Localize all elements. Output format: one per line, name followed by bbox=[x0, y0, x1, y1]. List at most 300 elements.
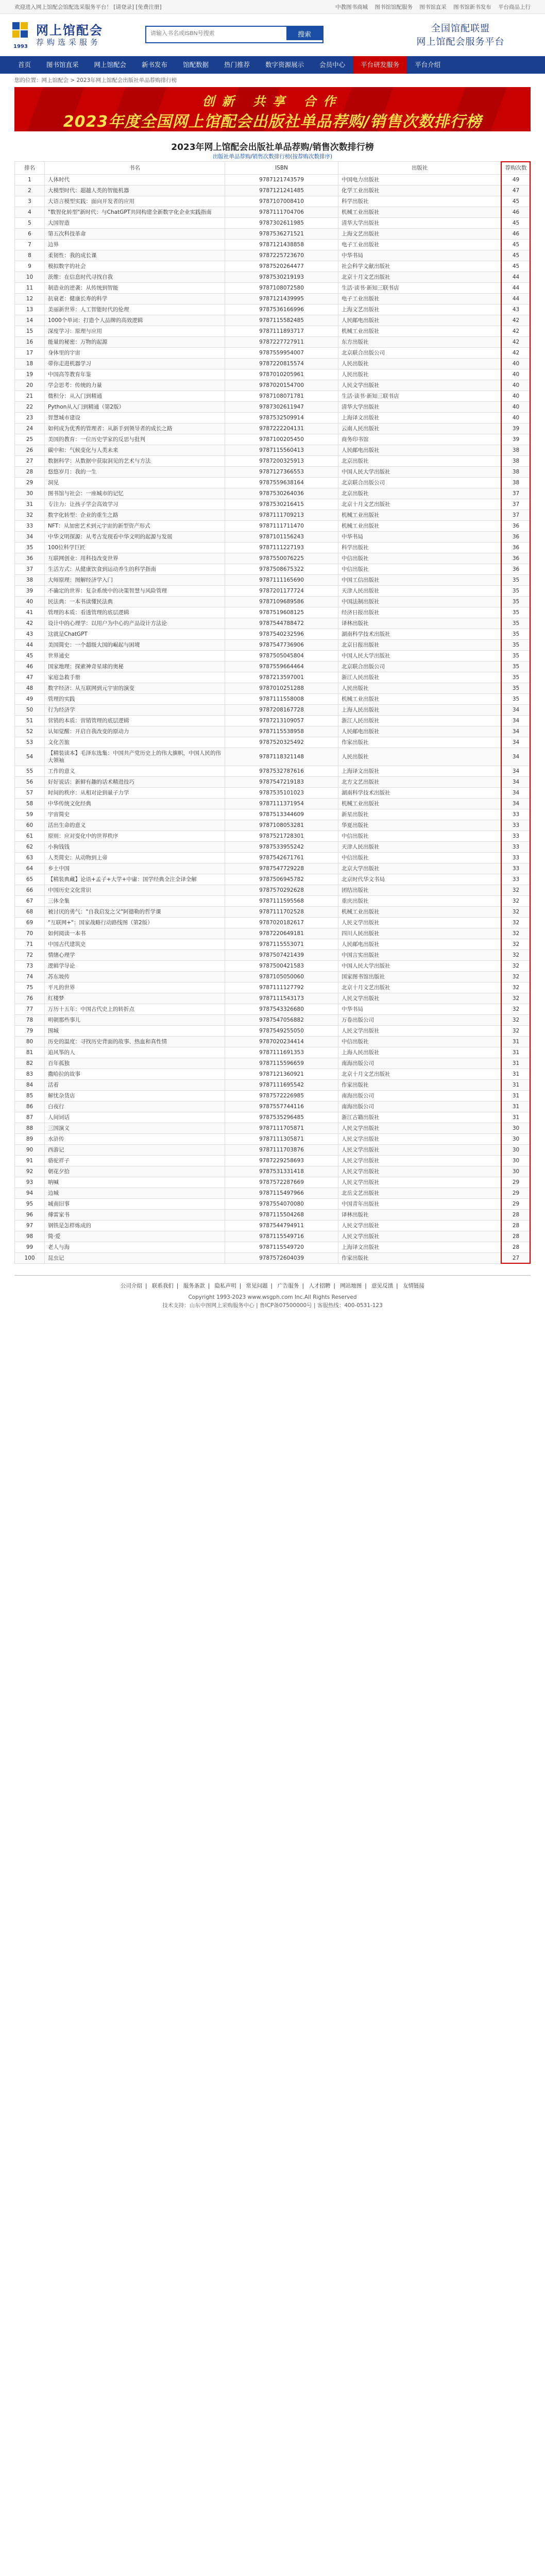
title-cell[interactable]: 简·爱 bbox=[45, 1231, 225, 1242]
table-row bbox=[15, 1047, 531, 1058]
title-cell[interactable]: 骆驼祥子 bbox=[45, 1156, 225, 1166]
title-cell[interactable]: 这就是ChatGPT bbox=[45, 629, 225, 640]
title-cell[interactable]: 好好说话：新鲜有趣的话术精进技巧 bbox=[45, 777, 225, 788]
title-cell[interactable]: Python从入门到精通（第2版） bbox=[45, 402, 225, 413]
title-cell[interactable]: 解忧杂货店 bbox=[45, 1091, 225, 1101]
page-title: 2023年网上馆配会出版社单品荐购/销售次数排行榜 bbox=[171, 142, 374, 152]
title-cell[interactable]: 三国演义 bbox=[45, 1123, 225, 1134]
isbn-cell: 9787536166996 bbox=[225, 304, 338, 315]
publisher-cell: 北京十月文艺出版社 bbox=[338, 982, 501, 993]
rank-cell: 65 bbox=[15, 874, 45, 885]
col-header-count: 荐购次数 bbox=[501, 162, 531, 175]
isbn-cell: 9787570292628 bbox=[225, 885, 338, 896]
title-cell[interactable]: 时间的秩序：从相对论到量子力学 bbox=[45, 788, 225, 799]
title-cell[interactable]: 美国的教育：一位历史学家的反思与批判 bbox=[45, 434, 225, 445]
title-cell[interactable]: 活着 bbox=[45, 1080, 225, 1091]
isbn-cell: 9787111543173 bbox=[225, 993, 338, 1004]
publisher-cell: 北岳文艺出版社 bbox=[338, 1188, 501, 1199]
title-cell[interactable]: 【精装典藏】论语+孟子+大学+中庸：国学经典全注全译全解 bbox=[45, 874, 225, 885]
title-cell[interactable]: 【精装读本】毛泽东选集：中国共产党历史上的伟大旗帜，中国人民的伟大领袖 bbox=[45, 748, 225, 766]
title-cell[interactable]: 行为经济学 bbox=[45, 705, 225, 716]
title-cell[interactable]: 钢铁是怎样炼成的 bbox=[45, 1221, 225, 1231]
footer-link[interactable]: 广告服务 bbox=[277, 1283, 299, 1289]
title-cell[interactable]: 边界 bbox=[45, 240, 225, 250]
isbn-cell: 9787115549720 bbox=[225, 1242, 338, 1253]
publisher-cell: 人民文学出版社 bbox=[338, 1026, 501, 1037]
publisher-cell: 经济日报出版社 bbox=[338, 607, 501, 618]
rank-cell: 19 bbox=[15, 369, 45, 380]
publisher-cell: 电子工业出版社 bbox=[338, 240, 501, 250]
title-cell[interactable]: 认知觉醒：开启自我改变的原动力 bbox=[45, 726, 225, 737]
count-cell: 35 bbox=[501, 607, 531, 618]
title-cell[interactable]: 身体里的宇宙 bbox=[45, 348, 225, 359]
title-cell[interactable]: 宇宙简史 bbox=[45, 809, 225, 820]
count-cell: 32 bbox=[501, 961, 531, 972]
title-cell[interactable]: 呐喊 bbox=[45, 1177, 225, 1188]
title-cell[interactable]: 三体全集 bbox=[45, 896, 225, 907]
title-cell[interactable]: 互联网创业：用科技改变世界 bbox=[45, 553, 225, 564]
table-row bbox=[15, 928, 531, 939]
publisher-cell: 人民文学出版社 bbox=[338, 1123, 501, 1134]
search-button[interactable]: 搜索 bbox=[286, 27, 322, 40]
count-cell: 38 bbox=[501, 467, 531, 478]
publisher-cell: 中信出版社 bbox=[338, 853, 501, 863]
rank-cell: 3 bbox=[15, 196, 45, 207]
isbn-cell: 9787507421439 bbox=[225, 950, 338, 961]
count-cell: 30 bbox=[501, 1145, 531, 1156]
table-row bbox=[15, 1253, 531, 1264]
title-cell[interactable]: 美丽新世界：人工智能时代的伦理 bbox=[45, 304, 225, 315]
publisher-cell: 化学工业出版社 bbox=[338, 185, 501, 196]
title-cell[interactable]: 国家地理：探索神奇星球的奥秘 bbox=[45, 662, 225, 672]
title-cell[interactable]: 1000个单词：打造个人品牌的高效逻辑 bbox=[45, 315, 225, 326]
isbn-cell: 9787111893717 bbox=[225, 326, 338, 337]
count-cell: 49 bbox=[501, 175, 531, 185]
table-row bbox=[15, 229, 531, 240]
title-cell[interactable]: 微积分：从入门到精通 bbox=[45, 391, 225, 402]
title-cell[interactable]: 中国高等教育年鉴 bbox=[45, 369, 225, 380]
rank-cell: 49 bbox=[15, 694, 45, 705]
title-cell[interactable]: 模拟数字的社会 bbox=[45, 261, 225, 272]
ranking-table-wrapper bbox=[14, 161, 531, 1264]
title-cell[interactable]: 西游记 bbox=[45, 1145, 225, 1156]
count-cell: 28 bbox=[501, 1221, 531, 1231]
table-row bbox=[15, 1156, 531, 1166]
nav-item[interactable]: 馆配数据 bbox=[183, 61, 209, 69]
publisher-cell: 人民邮电出版社 bbox=[338, 939, 501, 950]
title-cell[interactable]: 水浒传 bbox=[45, 1134, 225, 1145]
publisher-cell: 作家出版社 bbox=[338, 1253, 501, 1264]
title-cell[interactable]: 设计中的心理学：以用户为中心的产品设计方法论 bbox=[45, 618, 225, 629]
rank-cell: 32 bbox=[15, 510, 45, 521]
table-row bbox=[15, 575, 531, 586]
isbn-cell: 9787101156243 bbox=[225, 532, 338, 543]
publisher-cell: 北京联合出版公司 bbox=[338, 662, 501, 672]
rank-cell: 75 bbox=[15, 982, 45, 993]
rank-cell: 46 bbox=[15, 662, 45, 672]
title-cell[interactable]: 城南旧事 bbox=[45, 1199, 225, 1210]
count-cell: 35 bbox=[501, 575, 531, 586]
title-cell[interactable]: 活出生命的意义 bbox=[45, 820, 225, 831]
table-row bbox=[15, 1026, 531, 1037]
rank-cell: 82 bbox=[15, 1058, 45, 1069]
footer-link[interactable]: 意见反馈 bbox=[371, 1283, 394, 1289]
publisher-cell: 电子工业出版社 bbox=[338, 294, 501, 304]
table-row bbox=[15, 369, 531, 380]
logo-title[interactable]: 网上馆配会 bbox=[36, 23, 103, 38]
nav-item[interactable]: 图书馆直采 bbox=[46, 61, 79, 69]
title-cell[interactable]: 大师原理：图解经济学入门 bbox=[45, 575, 225, 586]
count-cell: 44 bbox=[501, 294, 531, 304]
publisher-cell: 中国言实出版社 bbox=[338, 950, 501, 961]
slogan-line-1: 全国馆配联盟 bbox=[431, 23, 490, 34]
rank-cell: 97 bbox=[15, 1221, 45, 1231]
table-row bbox=[15, 993, 531, 1004]
title-cell[interactable]: 柔韧性：我的成长课 bbox=[45, 250, 225, 261]
copyright-text: Copyright 1993-2023 www.wsgph.com Inc.All Rights Reserved bbox=[188, 1294, 357, 1300]
table-row bbox=[15, 218, 531, 229]
title-cell[interactable]: 昆虫记 bbox=[45, 1253, 225, 1264]
title-cell[interactable]: 管理的实践 bbox=[45, 694, 225, 705]
count-cell: 46 bbox=[501, 207, 531, 218]
title-cell[interactable]: 数字化转型：企业的重生之路 bbox=[45, 510, 225, 521]
footer-links: 公司介绍 | 联系我们 | 服务条款 | 隐私声明 | 常见问题 | 广告服务 | 人才招聘 | 网站地图 | 意见反馈 | 友情链接 bbox=[120, 1283, 424, 1289]
title-cell[interactable]: 人间词话 bbox=[45, 1112, 225, 1123]
title-cell[interactable]: 美国简史：一个超级大国的崛起与困境 bbox=[45, 640, 225, 651]
count-cell: 32 bbox=[501, 939, 531, 950]
title-cell[interactable]: 大语言模型实践：面向开发者的应用 bbox=[45, 196, 225, 207]
title-cell[interactable]: 白夜行 bbox=[45, 1101, 225, 1112]
publisher-cell: 北京出版社 bbox=[338, 488, 501, 499]
rank-cell: 12 bbox=[15, 294, 45, 304]
isbn-cell: 9787513344609 bbox=[225, 809, 338, 820]
isbn-cell: 9787520325492 bbox=[225, 737, 338, 748]
rank-cell: 68 bbox=[15, 907, 45, 918]
login-links[interactable]: [请登录] [免费注册] bbox=[113, 4, 162, 10]
rank-cell: 62 bbox=[15, 842, 45, 853]
title-cell[interactable]: 管理的本质：看透管理的底层逻辑 bbox=[45, 607, 225, 618]
nav-item-active[interactable]: 平台研发服务 bbox=[353, 56, 407, 74]
rank-cell: 93 bbox=[15, 1177, 45, 1188]
title-cell[interactable]: 朝花夕拾 bbox=[45, 1166, 225, 1177]
publisher-cell: 南海出版公司 bbox=[338, 1101, 501, 1112]
isbn-cell: 9787220649181 bbox=[225, 928, 338, 939]
title-cell[interactable]: 营销的本质：营销管理的底层逻辑 bbox=[45, 716, 225, 726]
table-row bbox=[15, 748, 531, 766]
table-row bbox=[15, 304, 531, 315]
publisher-cell: 人民文学出版社 bbox=[338, 380, 501, 391]
count-cell: 37 bbox=[501, 488, 531, 499]
isbn-cell: 9787107008410 bbox=[225, 196, 338, 207]
nav-item[interactable]: 新书发布 bbox=[142, 61, 168, 69]
title-cell[interactable]: 中华传统文化经典 bbox=[45, 799, 225, 809]
count-cell: 44 bbox=[501, 283, 531, 294]
rank-cell: 42 bbox=[15, 618, 45, 629]
count-cell: 33 bbox=[501, 820, 531, 831]
table-row bbox=[15, 907, 531, 918]
count-cell: 34 bbox=[501, 766, 531, 777]
count-cell: 35 bbox=[501, 651, 531, 662]
count-cell: 37 bbox=[501, 510, 531, 521]
rank-cell: 98 bbox=[15, 1231, 45, 1242]
table-row bbox=[15, 261, 531, 272]
title-cell[interactable]: 第五次科技革命 bbox=[45, 229, 225, 240]
table-row bbox=[15, 564, 531, 575]
nav-item[interactable]: 平台介绍 bbox=[415, 61, 441, 69]
rank-cell: 23 bbox=[15, 413, 45, 423]
rank-cell: 61 bbox=[15, 831, 45, 842]
rank-cell: 95 bbox=[15, 1199, 45, 1210]
isbn-cell: 9787105050060 bbox=[225, 972, 338, 982]
publisher-cell: 机械工业出版社 bbox=[338, 694, 501, 705]
count-cell: 30 bbox=[501, 1134, 531, 1145]
table-row bbox=[15, 737, 531, 748]
count-cell: 36 bbox=[501, 543, 531, 553]
title-cell[interactable]: 学会思考：传统的力量 bbox=[45, 380, 225, 391]
title-cell[interactable]: 红楼梦 bbox=[45, 993, 225, 1004]
logo-icon[interactable] bbox=[11, 20, 32, 43]
isbn-cell: 9787220815574 bbox=[225, 359, 338, 369]
table-row bbox=[15, 348, 531, 359]
isbn-cell: 9787225723670 bbox=[225, 250, 338, 261]
title-cell[interactable]: NFT：从加密艺术到元宇宙的新型资产形式 bbox=[45, 521, 225, 532]
table-row bbox=[15, 950, 531, 961]
footer-link[interactable]: 公司介绍 bbox=[120, 1283, 142, 1289]
title-cell[interactable]: 平凡的世界 bbox=[45, 982, 225, 993]
rank-cell: 60 bbox=[15, 820, 45, 831]
footer-link[interactable]: 联系我们 bbox=[151, 1283, 174, 1289]
footer-link[interactable]: 隐私声明 bbox=[214, 1283, 236, 1289]
footer-link[interactable]: 服务条款 bbox=[183, 1283, 205, 1289]
title-cell[interactable]: 如何成为优秀的管理者：从新手到领导者的成长之路 bbox=[45, 423, 225, 434]
title-cell[interactable]: 情绪心理学 bbox=[45, 950, 225, 961]
table-row bbox=[15, 1015, 531, 1026]
title-cell[interactable]: 深度学习：原理与应用 bbox=[45, 326, 225, 337]
top-link-4[interactable]: 图书馆新书发布 bbox=[453, 4, 491, 10]
isbn-cell: 9787115497966 bbox=[225, 1188, 338, 1199]
isbn-cell: 9787557744116 bbox=[225, 1101, 338, 1112]
table-row bbox=[15, 1112, 531, 1123]
count-cell: 40 bbox=[501, 391, 531, 402]
table-row bbox=[15, 694, 531, 705]
isbn-cell: 9787115596659 bbox=[225, 1058, 338, 1069]
rank-cell: 90 bbox=[15, 1145, 45, 1156]
title-cell[interactable]: 民法典：一本书读懂民法典 bbox=[45, 597, 225, 607]
title-cell[interactable]: 制造业的逆袭：从传统到智能 bbox=[45, 283, 225, 294]
title-cell[interactable]: 傅雷家书 bbox=[45, 1210, 225, 1221]
title-cell[interactable]: 碳中和：气候变化与人类未来 bbox=[45, 445, 225, 456]
title-cell[interactable]: 中国历史文化常识 bbox=[45, 885, 225, 896]
rank-cell: 80 bbox=[15, 1037, 45, 1047]
rank-cell: 47 bbox=[15, 672, 45, 683]
isbn-cell: 9787554070080 bbox=[225, 1199, 338, 1210]
isbn-cell: 9787111595568 bbox=[225, 896, 338, 907]
isbn-cell: 9787572287669 bbox=[225, 1177, 338, 1188]
publisher-cell: 北京日报出版社 bbox=[338, 640, 501, 651]
title-cell[interactable]: 工作的意义 bbox=[45, 766, 225, 777]
rank-cell: 24 bbox=[15, 423, 45, 434]
table-row bbox=[15, 1231, 531, 1242]
title-cell[interactable]: 抗衰老：健康长寿的科学 bbox=[45, 294, 225, 304]
title-cell[interactable]: 人类简史：从动物到上帝 bbox=[45, 853, 225, 863]
title-cell[interactable]: 中华文明探源：从考古发现看中华文明的起源与发展 bbox=[45, 532, 225, 543]
title-cell[interactable]: 生活方式：从健康饮食到运动养生的科学指南 bbox=[45, 564, 225, 575]
title-cell[interactable]: "互联网+"：国家战略行动路线图（第2版） bbox=[45, 918, 225, 928]
table-row bbox=[15, 1091, 531, 1101]
isbn-cell: 9787111305871 bbox=[225, 1134, 338, 1145]
publisher-cell: 人民文学出版社 bbox=[338, 918, 501, 928]
rank-cell: 72 bbox=[15, 950, 45, 961]
count-cell: 34 bbox=[501, 777, 531, 788]
title-cell[interactable]: 数字经济：从互联网到元宇宙的演变 bbox=[45, 683, 225, 694]
title-cell[interactable]: 边城 bbox=[45, 1188, 225, 1199]
title-cell[interactable]: 数据科学：从数据中获取洞见的艺术与方法 bbox=[45, 456, 225, 467]
title-cell[interactable]: 被讨厌的勇气："自我启发之父"阿德勒的哲学课 bbox=[45, 907, 225, 918]
publisher-cell: 中国法制出版社 bbox=[338, 597, 501, 607]
title-cell[interactable]: 世界通史 bbox=[45, 651, 225, 662]
footer-link[interactable]: 常见问题 bbox=[246, 1283, 268, 1289]
table-row bbox=[15, 640, 531, 651]
title-cell[interactable]: 小狗钱钱 bbox=[45, 842, 225, 853]
rank-cell: 15 bbox=[15, 326, 45, 337]
title-cell[interactable]: 苏东坡传 bbox=[45, 972, 225, 982]
table-row bbox=[15, 413, 531, 423]
title-cell[interactable]: 图书馆与社会：一座城市的记忆 bbox=[45, 488, 225, 499]
table-row bbox=[15, 716, 531, 726]
count-cell: 40 bbox=[501, 413, 531, 423]
footer-link[interactable]: 友情链接 bbox=[403, 1283, 424, 1289]
top-link-3[interactable]: 图书馆直采 bbox=[419, 4, 447, 10]
isbn-cell: 9787222204131 bbox=[225, 423, 338, 434]
top-link-2[interactable]: 图书馆馆配服务 bbox=[374, 4, 413, 10]
count-cell: 32 bbox=[501, 1004, 531, 1015]
title-cell[interactable]: 家庭急救手册 bbox=[45, 672, 225, 683]
publisher-cell: 团结出版社 bbox=[338, 885, 501, 896]
title-cell[interactable]: 不确定的世界：复杂系统中的决策智慧与风险管理 bbox=[45, 586, 225, 597]
nav-item[interactable]: 网上馆配会 bbox=[94, 61, 127, 69]
nav-item[interactable]: 会员中心 bbox=[319, 61, 346, 69]
rank-cell: 17 bbox=[15, 348, 45, 359]
rank-cell: 35 bbox=[15, 543, 45, 553]
publisher-cell: 华夏出版社 bbox=[338, 820, 501, 831]
page-subtitle[interactable]: 出版社单品荐购/销售次数排行榜(按荐购次数排序) bbox=[212, 154, 333, 160]
title-cell[interactable]: 历史的温度：寻找历史背面的故事、热血和真性情 bbox=[45, 1037, 225, 1047]
title-cell[interactable]: 老人与海 bbox=[45, 1242, 225, 1253]
publisher-cell: 人民出版社 bbox=[338, 683, 501, 694]
ranking-table-body bbox=[15, 175, 531, 1264]
rank-cell: 18 bbox=[15, 359, 45, 369]
rank-cell: 8 bbox=[15, 250, 45, 261]
publisher-cell: 浙江人民出版社 bbox=[338, 716, 501, 726]
title-cell[interactable]: 如何阅读一本书 bbox=[45, 928, 225, 939]
table-row bbox=[15, 1080, 531, 1091]
title-cell[interactable]: 追风筝的人 bbox=[45, 1047, 225, 1058]
rank-cell: 100 bbox=[15, 1253, 45, 1264]
footer-link[interactable]: 人才招聘 bbox=[309, 1283, 331, 1289]
rank-cell: 16 bbox=[15, 337, 45, 348]
count-cell: 30 bbox=[501, 1156, 531, 1166]
title-cell[interactable]: 原则：应对变化中的世界秩序 bbox=[45, 831, 225, 842]
title-cell[interactable]: 中国古代建筑史 bbox=[45, 939, 225, 950]
publisher-cell: 北京大学出版社 bbox=[338, 863, 501, 874]
title-cell[interactable]: 洞见 bbox=[45, 478, 225, 488]
count-cell: 37 bbox=[501, 499, 531, 510]
isbn-cell: 9787213597001 bbox=[225, 672, 338, 683]
top-link-5[interactable]: 平台商品上行 bbox=[498, 4, 531, 10]
publisher-cell: 译林出版社 bbox=[338, 1210, 501, 1221]
table-row bbox=[15, 896, 531, 907]
table-row bbox=[15, 629, 531, 640]
search-input[interactable] bbox=[146, 27, 287, 40]
publisher-cell: 科学出版社 bbox=[338, 543, 501, 553]
table-row bbox=[15, 478, 531, 488]
title-cell[interactable]: 带你走进机器学习 bbox=[45, 359, 225, 369]
rank-cell: 13 bbox=[15, 304, 45, 315]
table-row bbox=[15, 196, 531, 207]
publisher-cell: 南海出版公司 bbox=[338, 1058, 501, 1069]
isbn-cell: 9787302611947 bbox=[225, 402, 338, 413]
title-cell[interactable]: 文化苦旅 bbox=[45, 737, 225, 748]
count-cell: 33 bbox=[501, 842, 531, 853]
title-cell[interactable]: 悠悠岁月：我的一生 bbox=[45, 467, 225, 478]
isbn-cell: 9787547056882 bbox=[225, 1015, 338, 1026]
title-cell[interactable]: "数智化转型"新时代：与ChatGPT共同构建全新数字化企业实践指南 bbox=[45, 207, 225, 218]
nav-item[interactable]: 首页 bbox=[18, 61, 31, 69]
footer-link[interactable]: 网站地图 bbox=[340, 1283, 362, 1289]
rank-cell: 26 bbox=[15, 445, 45, 456]
title-cell[interactable]: 逻辑学导论 bbox=[45, 961, 225, 972]
rank-cell: 6 bbox=[15, 229, 45, 240]
title-cell[interactable]: 能量的秘密：万物的起源 bbox=[45, 337, 225, 348]
title-cell[interactable]: 人体时代 bbox=[45, 175, 225, 185]
title-cell[interactable]: 乡土中国 bbox=[45, 863, 225, 874]
rank-cell: 9 bbox=[15, 261, 45, 272]
title-cell[interactable]: 智慧城市建设 bbox=[45, 413, 225, 423]
isbn-cell: 9787543326680 bbox=[225, 1004, 338, 1015]
rank-cell: 69 bbox=[15, 918, 45, 928]
rank-cell: 56 bbox=[15, 777, 45, 788]
publisher-cell: 北京联合出版公司 bbox=[338, 478, 501, 488]
count-cell: 33 bbox=[501, 853, 531, 863]
table-row bbox=[15, 1188, 531, 1199]
title-cell[interactable]: 大国智造 bbox=[45, 218, 225, 229]
title-cell[interactable]: 撒哈拉的故事 bbox=[45, 1069, 225, 1080]
title-cell[interactable]: 大模型时代：超越人类的智能机器 bbox=[45, 185, 225, 196]
title-cell[interactable]: 100位科学巨匠 bbox=[45, 543, 225, 553]
title-cell[interactable]: 专注力：让孩子学会高效学习 bbox=[45, 499, 225, 510]
nav-item[interactable]: 数字资源展示 bbox=[265, 61, 304, 69]
publisher-cell: 上海人民出版社 bbox=[338, 705, 501, 716]
title-cell[interactable]: 百年孤独 bbox=[45, 1058, 225, 1069]
title-cell[interactable]: 围城 bbox=[45, 1026, 225, 1037]
table-row bbox=[15, 207, 531, 218]
count-cell: 36 bbox=[501, 521, 531, 532]
count-cell: 28 bbox=[501, 1210, 531, 1221]
title-cell[interactable]: 万历十五年：中国古代史上的转折点 bbox=[45, 1004, 225, 1015]
title-cell[interactable]: 茨维：在信息时代寻找自我 bbox=[45, 272, 225, 283]
isbn-cell: 9787213109057 bbox=[225, 716, 338, 726]
table-row bbox=[15, 175, 531, 185]
title-cell[interactable]: 明朝那些事儿 bbox=[45, 1015, 225, 1026]
top-link-1[interactable]: 中教图书商城 bbox=[335, 4, 368, 10]
count-cell: 34 bbox=[501, 705, 531, 716]
publisher-cell: 中信出版社 bbox=[338, 831, 501, 842]
rank-cell: 87 bbox=[15, 1112, 45, 1123]
rank-cell: 85 bbox=[15, 1091, 45, 1101]
publisher-cell: 译林出版社 bbox=[338, 618, 501, 629]
isbn-cell: 9787200325913 bbox=[225, 456, 338, 467]
nav-item[interactable]: 热门推荐 bbox=[224, 61, 250, 69]
